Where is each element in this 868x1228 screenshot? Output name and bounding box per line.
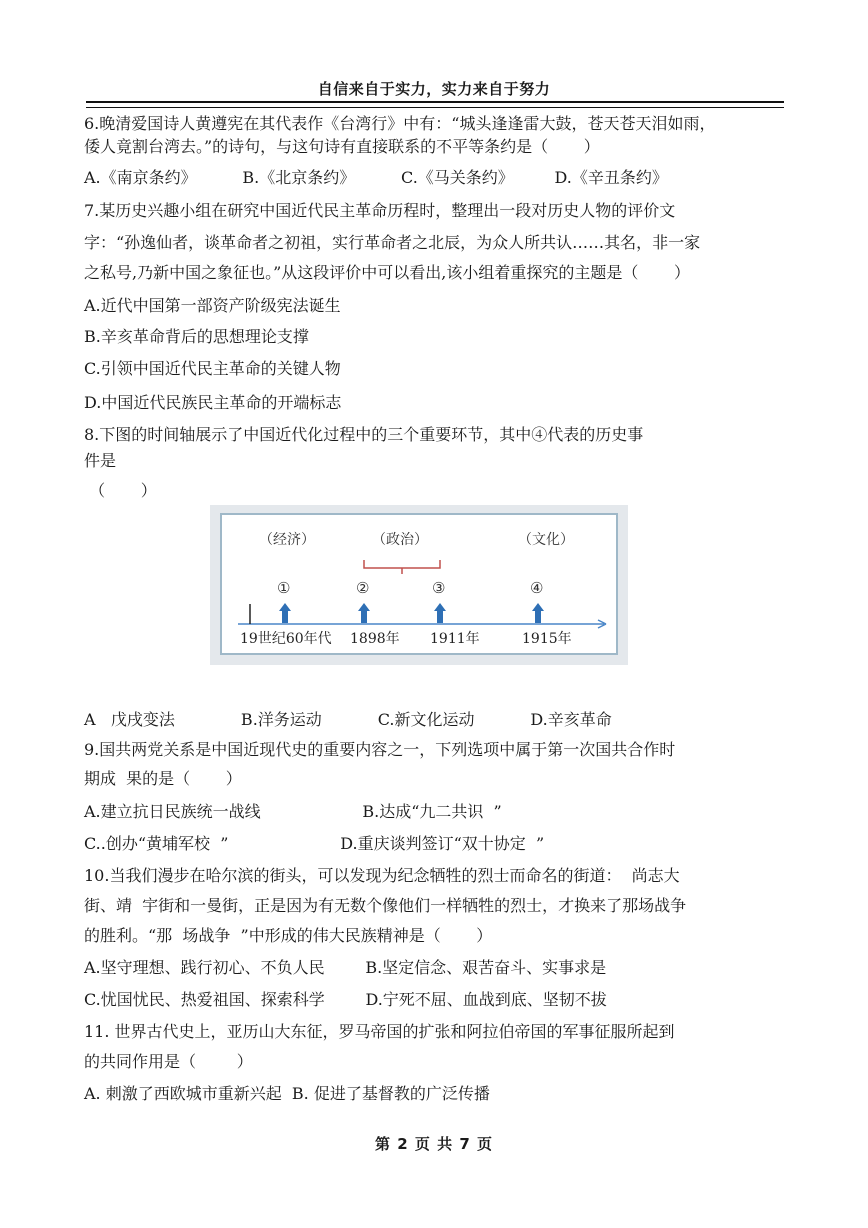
politics-bracket: [364, 560, 440, 568]
q9-options-cd: C..创办“黄埔军校 ” D.重庆谈判签订“双十协定 ”: [84, 834, 545, 853]
timeline-figure: [210, 505, 628, 665]
year-1: 19世纪60年代: [240, 631, 332, 647]
marker-1: ①: [277, 579, 291, 597]
q9-options-ab: A.建立抗日民族统一战线 B.达成“九二共识 ”: [84, 802, 502, 821]
q7-option-a: A.近代中国第一部资产阶级宪法诞生: [84, 296, 341, 315]
marker-2: ②: [356, 579, 370, 597]
arrow-1: [279, 603, 291, 623]
q9-line-1: 9.国共两党关系是中国近现代史的重要内容之一，下列选项中属于第一次国共合作时: [84, 740, 676, 759]
q10-line-2: 街、靖 宇街和一曼街，正是因为有无数个像他们一样牺牲的烈士，才换来了那场战争: [84, 896, 687, 915]
arrow-3: [434, 603, 446, 623]
timeline-frame: [220, 513, 618, 655]
q7-option-d: D.中国近代民族民主革命的开端标志: [84, 393, 342, 412]
arrow-4: [532, 603, 544, 623]
q6-line-2: 倭人竟割台湾去。”的诗句，与这句诗有直接联系的不平等条约是（ ）: [84, 137, 600, 156]
q11-line-1: 11. 世界古代史上，亚历山大东征，罗马帝国的扩张和阿拉伯帝国的军事征服所起到: [84, 1022, 675, 1041]
q9-line-2: 期成 果的是（ ）: [84, 769, 242, 788]
q7-option-b: B.辛亥革命背后的思想理论支撑: [84, 327, 309, 346]
q7-line-2: 字：“孙逸仙者，谈革命者之初祖，实行革命者之北辰，为众人所共认……其名，非一家: [84, 233, 701, 252]
q7-line-3: 之私号,乃新中国之象征也。”从这段评价中可以看出,该小组着重探究的主题是（ ）: [84, 263, 690, 282]
q10-line-3: 的胜利。“那 场战争 ”中形成的伟大民族精神是（ ）: [84, 926, 493, 945]
header-rule-thin: [86, 107, 784, 108]
q10-line-1: 10.当我们漫步在哈尔滨的街头，可以发现为纪念牺牲的烈士而命名的街道： 尚志大: [84, 866, 680, 885]
q6-options: A.《南京条约》 B.《北京条约》 C.《马关条约》 D.《辛丑条约》: [84, 168, 668, 187]
q8-options: A 戊戌变法 B.洋务运动 C.新文化运动 D.辛亥革命: [84, 710, 612, 729]
q11-options-ab: A. 刺激了西欧城市重新兴起 B. 促进了基督教的广泛传播: [84, 1084, 490, 1103]
category-economy: （经济）: [259, 532, 315, 548]
year-3: 1911年: [430, 631, 480, 647]
q8-line-1: 8.下图的时间轴展示了中国近代化过程中的三个重要环节，其中④代表的历史事: [84, 425, 644, 444]
marker-4: ④: [530, 579, 544, 597]
year-4: 1915年: [522, 631, 572, 647]
q8-answer-blank: （ ）: [84, 481, 157, 500]
page-header: 自信来自于实力，实力来自于努力: [317, 80, 551, 98]
q10-options-cd: C.忧国忧民、热爱祖国、探索科学 D.宁死不屈、血战到底、坚韧不拔: [84, 990, 607, 1009]
year-2: 1898年: [350, 631, 400, 647]
q6-line-1: 6.晚清爱国诗人黄遵宪在其代表作《台湾行》中有：“城头逢逢雷大鼓，苍天苍天泪如雨，: [84, 114, 716, 133]
q10-options-ab: A.坚守理想、践行初心、不负人民 B.坚定信念、艰苦奋斗、实事求是: [84, 958, 607, 977]
category-culture: （文化）: [518, 532, 574, 548]
page-footer: 第 2 页 共 7 页: [375, 1135, 493, 1153]
q8-line-2: 件是: [84, 451, 117, 470]
q7-line-1: 7.某历史兴趣小组在研究中国近代民主革命历程时，整理出一段对历史人物的评价文: [84, 201, 676, 220]
category-politics: （政治）: [372, 532, 428, 548]
q11-line-2: 的共同作用是（ ）: [84, 1052, 253, 1071]
header-rule-thick: [86, 101, 784, 103]
timeline-arrows: [279, 603, 544, 623]
arrow-2: [358, 603, 370, 623]
marker-3: ③: [432, 579, 446, 597]
q7-option-c: C.引领中国近代民主革命的关键人物: [84, 359, 341, 378]
